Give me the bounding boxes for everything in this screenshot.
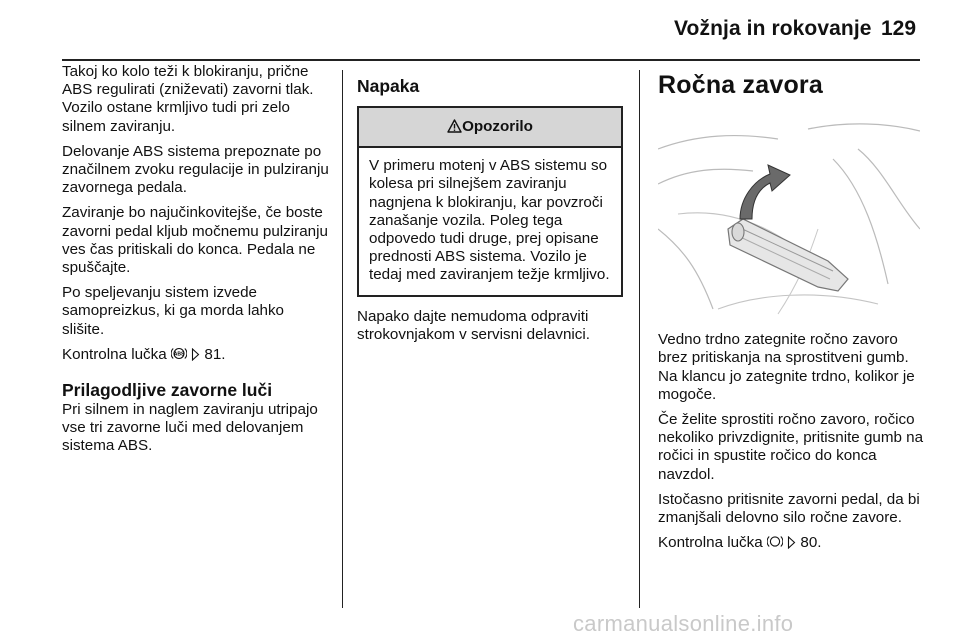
paragraph-press-pedal: Istočasno pritisnite zavorni pedal, da bi zmanjšali delovno silo ročne zavore. bbox=[658, 490, 920, 527]
brake-warning-icon bbox=[767, 534, 783, 554]
column-divider-1 bbox=[342, 70, 343, 608]
parking-brake-illustration bbox=[658, 109, 920, 321]
column-3 bbox=[658, 63, 924, 561]
warning-box-title: Opozorilo bbox=[462, 118, 533, 136]
brake-control-light-ref bbox=[658, 534, 924, 554]
page-reference-arrow-icon bbox=[787, 536, 796, 554]
paragraph-braking-advice: Zaviranje bo najučinkovitejše, če boste zavorni pedal kljub močnemu pulziranju ves čas pritiskali do konca. Pedala ne spuščajte. bbox=[62, 204, 328, 277]
warning-box-header bbox=[359, 108, 621, 148]
column-1 bbox=[62, 63, 330, 463]
paragraph-adaptive-brake-lights: Pri silnem in naglem zaviranju utripajo vse tri zavorne luči med delovanjem sistema ABS. bbox=[62, 401, 318, 455]
running-header-title: Vožnja in rokovanje bbox=[674, 17, 872, 40]
paragraph-release-brake: Če želite sprostiti ročno zavoro, ročico nekoliko privzdignite, pritisnite gumb na ročici in spustite ročico do konca navzdol. bbox=[658, 411, 924, 483]
warning-box-text: V primeru motenj v ABS sistemu so kolesa pri silnejšem zaviranju nagnjena k blokiranju, kar povzroči zanašanje vozila. Poleg tega odpovedo tudi druge, prej opisane prednosti ABS sistema. Vozilo je tedaj med zaviranjem težje krmljivo. bbox=[369, 157, 610, 284]
parking-brake-heading: Ročna zavora bbox=[658, 71, 823, 99]
control-light-label: Kontrolna lučka bbox=[62, 345, 167, 363]
adaptive-brake-lights-heading: Prilagodljive zavorne luči bbox=[62, 380, 273, 401]
brake-page-ref[interactable]: 80. bbox=[800, 534, 822, 552]
abs-control-light-ref bbox=[62, 346, 330, 366]
paragraph-self-test: Po speljevanju sistem izvede samopreizkus, ki ga morda lahko slišite. bbox=[62, 284, 285, 338]
page-number: 129 bbox=[881, 17, 917, 40]
column-2 bbox=[357, 63, 625, 351]
column-divider-2 bbox=[639, 70, 640, 608]
header-rule bbox=[62, 59, 920, 61]
paragraph-abs-regulation: Takoj ko kolo teži k blokiranju, prične ABS regulirati (zniževati) zavorni tlak. Vozilo ostane krmljivo tudi pri zelo silnem zaviranju. bbox=[62, 63, 314, 135]
warning-triangle-icon bbox=[447, 110, 462, 148]
abs-page-ref[interactable]: 81. bbox=[204, 345, 226, 363]
page-reference-arrow-icon bbox=[191, 348, 200, 366]
warning-box bbox=[357, 106, 623, 296]
fault-heading: Napaka bbox=[357, 76, 420, 96]
paragraph-abs-recognition: Delovanje ABS sistema prepoznate po značilnem zvoku regulacije in pulziranju zavornega pedala. bbox=[62, 142, 329, 197]
paragraph-apply-brake: Vedno trdno zategnite ročno zavoro brez pritiskanja na sprostitveni gumb. Na klancu jo zategnite trdno, kolikor je mogoče. bbox=[658, 331, 915, 403]
svg-text:ABS: ABS bbox=[173, 351, 185, 358]
abs-warning-icon bbox=[171, 346, 187, 366]
control-light-label: Kontrolna lučka bbox=[658, 534, 763, 552]
paragraph-fault-repair: Napako dajte nemudoma odpraviti strokovnjakom v servisni delavnici. bbox=[357, 307, 590, 343]
watermark: carmanualsonline.info bbox=[573, 611, 794, 636]
